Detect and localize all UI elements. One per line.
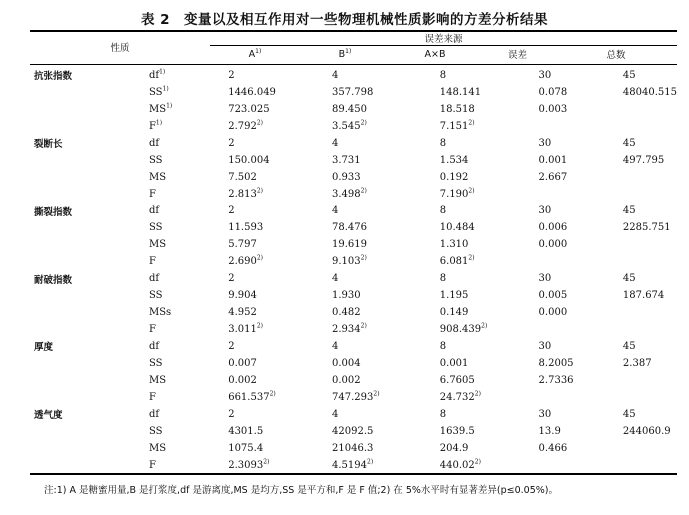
value-axb: 8 xyxy=(439,69,447,81)
stat-label: MSs xyxy=(148,307,172,319)
value-b: 42092.5 xyxy=(332,425,374,437)
group-label xyxy=(30,236,119,253)
table-row xyxy=(30,101,677,118)
stat-label: MS xyxy=(148,374,167,386)
value-error: 30 xyxy=(538,205,552,217)
value-b: 4 xyxy=(332,340,339,352)
table-row xyxy=(30,457,677,474)
stat-label: SS$^{1)}$ xyxy=(148,85,169,98)
col-header-total: 总数 xyxy=(606,50,626,61)
group-label xyxy=(30,321,119,338)
value-b: 0.933 xyxy=(332,171,361,183)
group-label xyxy=(30,169,119,186)
table-row xyxy=(30,84,677,101)
value-error: 2.667 xyxy=(538,171,568,183)
value-axb: 8 xyxy=(439,137,447,149)
stat-label: $df^{1)}$ xyxy=(148,68,166,81)
group-label xyxy=(30,423,119,440)
header-rule xyxy=(30,64,677,65)
value-error: 30 xyxy=(538,69,552,81)
table-row xyxy=(30,135,677,152)
table-row xyxy=(30,338,677,355)
value-error: 0.003 xyxy=(538,103,568,115)
value-a: 661.537$^{2)}$ xyxy=(228,390,276,403)
group-label: 厚度 xyxy=(34,342,54,354)
value-total xyxy=(605,169,677,186)
value-total xyxy=(605,389,677,406)
value-total: 45 xyxy=(622,205,636,217)
value-error: 30 xyxy=(538,137,552,149)
value-total: 187.674 xyxy=(622,290,665,302)
table-row xyxy=(30,253,677,270)
table-row xyxy=(30,423,677,440)
value-axb: 18.518 xyxy=(439,103,475,115)
value-axb: 1.310 xyxy=(439,239,469,251)
value-total xyxy=(605,304,677,321)
group-label: 撕裂指数 xyxy=(34,206,73,218)
stat-label: MS xyxy=(148,442,167,454)
value-total xyxy=(605,321,677,338)
table-row xyxy=(30,219,677,236)
stat-label: SS xyxy=(148,425,163,437)
value-error: 0.078 xyxy=(538,86,568,98)
stat-label: MS xyxy=(148,239,167,251)
value-b: 3.731 xyxy=(332,154,361,166)
group-label xyxy=(30,355,119,372)
value-axb: 7.151$^{2)}$ xyxy=(439,119,475,132)
table-body xyxy=(30,67,677,474)
value-error: 0.466 xyxy=(538,442,568,454)
value-b: 4.5194$^{2)}$ xyxy=(332,458,374,471)
value-error: 2.7336 xyxy=(538,374,574,386)
value-b: 747.293$^{2)}$ xyxy=(332,390,380,403)
value-a: 2 xyxy=(228,69,235,81)
value-total xyxy=(605,236,677,253)
group-label: 抗张指数 xyxy=(34,71,73,83)
value-axb: 8 xyxy=(439,273,447,285)
value-a: 1446.049 xyxy=(228,86,276,98)
value-b: 4 xyxy=(332,408,339,420)
table-row xyxy=(30,440,677,457)
col-header-error: 误差 xyxy=(507,50,527,61)
table-row xyxy=(30,270,677,287)
value-a: 723.025 xyxy=(228,103,270,115)
value-error: 13.9 xyxy=(538,425,561,437)
group-label xyxy=(30,186,119,203)
value-error xyxy=(521,457,605,474)
value-axb: 0.149 xyxy=(439,307,469,319)
group-label: 透气度 xyxy=(34,410,63,422)
value-axb: 1.195 xyxy=(439,290,469,302)
value-total xyxy=(605,253,677,270)
stat-label: df xyxy=(148,205,160,217)
value-a: 2.792$^{2)}$ xyxy=(228,119,264,132)
group-label: 裂断长 xyxy=(34,139,63,151)
value-total: 45 xyxy=(622,69,636,81)
value-error xyxy=(521,321,605,338)
table-row xyxy=(30,186,677,203)
col-header-b: $B^{1)}$ xyxy=(338,47,352,60)
value-a: 11.593 xyxy=(228,222,264,234)
value-b: 89.450 xyxy=(332,103,368,115)
value-axb: 24.732$^{2)}$ xyxy=(439,390,481,403)
value-total xyxy=(605,457,677,474)
value-a: 9.904 xyxy=(228,290,257,302)
value-total xyxy=(605,118,677,135)
value-axb: 204.9 xyxy=(439,442,469,454)
value-axb: 6.081$^{2)}$ xyxy=(439,254,475,268)
value-total xyxy=(605,440,677,457)
value-error xyxy=(521,186,605,203)
stat-label: F xyxy=(148,256,156,268)
value-a: 1075.4 xyxy=(228,442,264,454)
stat-label: F xyxy=(148,324,156,336)
value-a: 2.690$^{2)}$ xyxy=(228,254,264,268)
value-b: 4 xyxy=(332,137,339,149)
stat-label: df xyxy=(148,273,160,285)
table-row xyxy=(30,152,677,169)
value-axb: 1639.5 xyxy=(439,425,475,437)
group-label xyxy=(30,389,119,406)
value-total xyxy=(605,372,677,389)
value-total: 497.795 xyxy=(622,154,665,166)
value-a: 2 xyxy=(228,205,235,217)
value-a: 2.813$^{2)}$ xyxy=(228,187,264,200)
stat-label: SS xyxy=(148,222,163,234)
group-label xyxy=(30,152,119,169)
group-label xyxy=(30,253,119,270)
table-row xyxy=(30,203,677,220)
table-row xyxy=(30,406,677,423)
value-error: 0.001 xyxy=(538,154,568,166)
table-row xyxy=(30,355,677,372)
value-axb: 0.001 xyxy=(439,357,469,369)
table-row xyxy=(30,389,677,406)
stat-label: df xyxy=(148,137,160,149)
value-b: 9.103$^{2)}$ xyxy=(332,254,367,268)
value-error: 0.000 xyxy=(538,307,568,319)
value-error: 30 xyxy=(538,273,552,285)
table-row xyxy=(30,321,677,338)
group-label xyxy=(30,287,119,304)
property-header: 性质 xyxy=(110,43,130,54)
value-b: 0.004 xyxy=(332,357,361,369)
value-a: 2 xyxy=(228,273,235,285)
value-total: 48040.515 xyxy=(622,86,677,98)
value-a: 2 xyxy=(228,137,235,149)
table-title: 表 2 变量以及相互作用对一些物理机械性质影响的方差分析结果 xyxy=(140,12,549,28)
value-axb: 908.439$^{2)}$ xyxy=(439,322,488,336)
value-total: 45 xyxy=(622,340,636,352)
group-label xyxy=(30,219,119,236)
group-label: 耐破指数 xyxy=(34,274,73,286)
group-label xyxy=(30,101,119,118)
value-b: 1.930 xyxy=(332,290,361,302)
value-b: 4 xyxy=(332,69,339,81)
table-row xyxy=(30,304,677,321)
value-a: 150.004 xyxy=(228,154,270,166)
value-error xyxy=(521,389,605,406)
table-footnote: 注:1) A 是糖蜜用量,B 是打浆度,df 是游离度,MS 是均方,SS 是平方和,F 是 F 值;2) 在 5%水平时有显著差异(p≤0.05%)。 xyxy=(44,485,558,496)
value-a: 4.952 xyxy=(228,307,257,319)
value-total: 2.387 xyxy=(622,357,652,369)
value-a: 7.502 xyxy=(228,171,257,183)
value-total: 45 xyxy=(622,408,636,420)
stat-label: MS$^{1)}$ xyxy=(148,102,173,115)
value-total xyxy=(605,186,677,203)
value-b: 0.482 xyxy=(332,307,361,319)
value-b: 0.002 xyxy=(332,374,361,386)
value-error: 30 xyxy=(538,408,552,420)
value-b: 3.545$^{2)}$ xyxy=(332,119,367,132)
value-a: 2.3093$^{2)}$ xyxy=(228,458,270,471)
source-header: 误差来源 xyxy=(424,34,463,45)
value-total: 45 xyxy=(622,137,636,149)
value-error xyxy=(521,118,605,135)
value-b: 4 xyxy=(332,273,339,285)
group-label xyxy=(30,304,119,321)
group-label xyxy=(30,457,119,474)
value-error: 0.005 xyxy=(538,290,568,302)
value-a: 2 xyxy=(228,340,235,352)
stat-label: SS xyxy=(148,357,163,369)
value-error xyxy=(521,253,605,270)
value-b: 19.619 xyxy=(332,239,368,251)
value-axb: 0.192 xyxy=(439,171,469,183)
value-error: 30 xyxy=(538,340,552,352)
value-axb: 1.534 xyxy=(439,154,469,166)
stat-label: F xyxy=(148,188,156,200)
value-error: 0.006 xyxy=(538,222,568,234)
stat-label: SS xyxy=(148,290,163,302)
stat-label: MS xyxy=(148,171,167,183)
value-axb: 10.484 xyxy=(439,222,475,234)
table-row xyxy=(30,67,677,84)
value-a: 3.011$^{2)}$ xyxy=(228,322,264,336)
value-axb: 6.7605 xyxy=(439,374,475,386)
table-row xyxy=(30,118,677,135)
value-a: 0.002 xyxy=(228,374,257,386)
value-b: 357.798 xyxy=(332,86,374,98)
value-error: 0.000 xyxy=(538,239,568,251)
value-axb: 440.02$^{2)}$ xyxy=(439,458,481,471)
stat-label: df xyxy=(148,408,160,420)
value-axb: 8 xyxy=(439,205,447,217)
value-error: 8.2005 xyxy=(538,357,574,369)
table-header xyxy=(30,31,677,63)
stat-label: F xyxy=(148,459,156,471)
value-total xyxy=(605,101,677,118)
value-axb: 7.190$^{2)}$ xyxy=(439,187,475,200)
col-header-a: $A^{1)}$ xyxy=(248,47,262,60)
stat-label: F xyxy=(148,391,156,403)
table-row xyxy=(30,169,677,186)
value-b: 4 xyxy=(332,205,339,217)
value-axb: 8 xyxy=(439,340,447,352)
value-axb: 148.141 xyxy=(439,86,482,98)
group-label xyxy=(30,84,119,101)
value-a: 0.007 xyxy=(228,357,257,369)
value-total: 244060.9 xyxy=(622,425,671,437)
value-b: 2.934$^{2)}$ xyxy=(332,322,367,336)
value-a: 4301.5 xyxy=(228,425,264,437)
value-axb: 8 xyxy=(439,408,447,420)
value-b: 78.476 xyxy=(332,222,368,234)
col-header-axb: A×B xyxy=(424,48,446,60)
value-b: 21046.3 xyxy=(332,442,374,454)
stat-label: SS xyxy=(148,154,163,166)
value-total: 2285.751 xyxy=(622,222,671,234)
value-a: 2 xyxy=(228,408,235,420)
value-a: 5.797 xyxy=(228,239,257,251)
table-row xyxy=(30,236,677,253)
stat-label: df xyxy=(148,340,160,352)
table-row xyxy=(30,372,677,389)
group-label xyxy=(30,440,119,457)
value-b: 3.498$^{2)}$ xyxy=(332,187,367,200)
group-label xyxy=(30,118,119,135)
value-total: 45 xyxy=(622,273,636,285)
stat-label: $F^{1)}$ xyxy=(148,119,163,132)
group-label xyxy=(30,372,119,389)
table-row xyxy=(30,287,677,304)
